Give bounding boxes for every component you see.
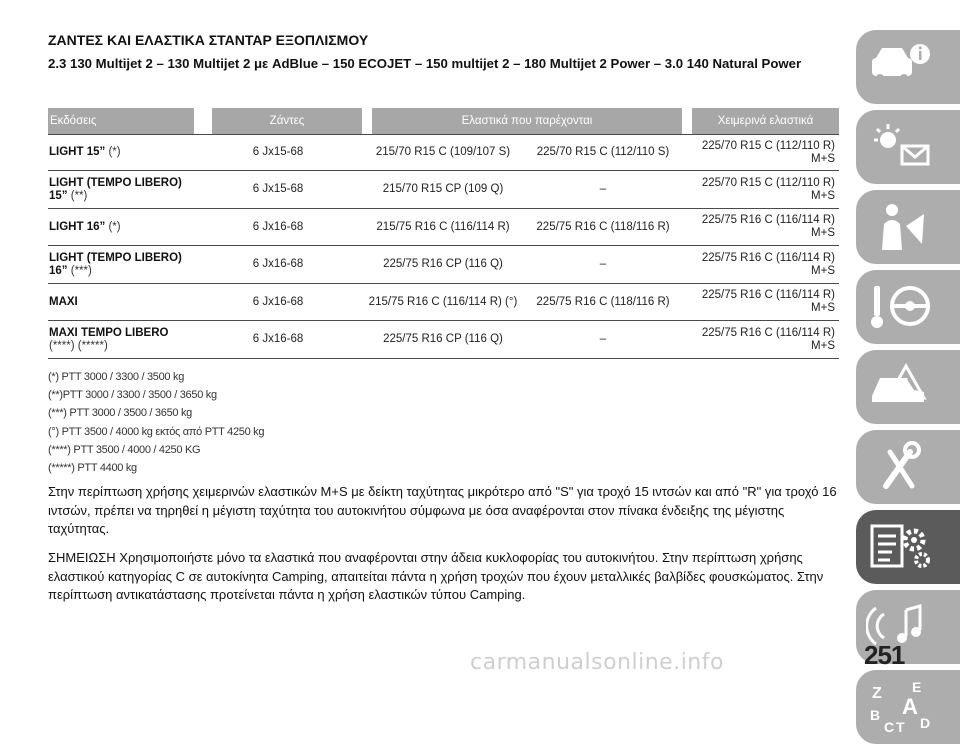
table-row (48, 321, 839, 359)
svg-text:E: E (912, 679, 922, 695)
tab-maintenance[interactable] (856, 430, 960, 504)
rim-cell: 6 Jx16-68 (252, 220, 304, 233)
tab-starting-driving[interactable] (856, 270, 960, 344)
winter-tyre-cell: 225/75 R16 C (116/114 R) M+S (701, 214, 835, 239)
footnote: (*****) PTT 4400 kg (48, 462, 137, 475)
tyre-cell: – (599, 183, 607, 195)
footnote: (***) PTT 3000 / 3500 / 3650 kg (48, 407, 192, 420)
rim-cell: 6 Jx15-68 (252, 183, 304, 195)
specifications-icon (866, 516, 936, 576)
tab-specifications[interactable] (856, 510, 960, 584)
svg-text:D: D (920, 715, 931, 731)
tyre-cell: 225/75 R16 C (118/116 R) (536, 295, 670, 308)
footnote: (**)PTT 3000 / 3300 / 3500 / 3650 kg (48, 389, 217, 402)
table-row (48, 246, 839, 284)
table-row (48, 134, 839, 171)
warning-lights-icon (866, 116, 936, 176)
watermark: carmanualsonline.info (470, 650, 724, 675)
maintenance-icon (866, 436, 936, 496)
svg-text:A: A (902, 694, 918, 719)
svg-text:Z: Z (872, 685, 882, 702)
footnotes (48, 368, 264, 477)
svg-text:B: B (870, 707, 881, 723)
rim-cell: 6 Jx16-68 (252, 295, 304, 308)
table-row (48, 284, 839, 321)
winter-tyre-cell: 225/70 R15 C (112/110 R) M+S (701, 176, 835, 202)
table-header (48, 108, 839, 134)
steering-key-icon (866, 276, 936, 336)
svg-text:T: T (896, 719, 905, 735)
rim-cell: 6 Jx16-68 (252, 258, 304, 270)
winter-tyre-cell: 225/75 R16 C (116/114 R) M+S (701, 326, 835, 352)
header-winter-tyres: Χειμερινά ελαστικά (692, 108, 839, 134)
winter-tyre-cell: 225/75 R16 C (116/114 R) M+S (701, 289, 835, 314)
tyre-cell: 225/75 R16 CP (116 Q) (383, 258, 503, 270)
header-rims: Ζάντες (212, 108, 362, 134)
table-row (48, 171, 839, 209)
tab-warning-lights[interactable] (856, 110, 960, 184)
table-row (48, 209, 839, 246)
index-icon (866, 676, 936, 736)
car-info-icon (866, 36, 936, 96)
footnote: (****) PTT 3500 / 4000 / 4250 KG (48, 443, 201, 456)
tyre-cell: – (599, 333, 607, 345)
emergency-icon (866, 356, 936, 416)
version-cell: LIGHT (TEMPO LIBERO) 15” (**) (49, 176, 182, 202)
section-heading: ΖΑΝΤΕΣ ΚΑΙ ΕΛΑΣΤΙΚΑ ΣΤΑΝΤΑΡ ΕΞΟΠΛΙΣΜΟΥ (48, 32, 369, 48)
wheels-tyres-table (48, 108, 839, 359)
header-supplied-tyres: Ελαστικά που παρέχονται (372, 108, 682, 134)
winter-tyres-paragraph: Στην περίπτωση χρήσης χειμερινών ελαστικών M+S με δείκτη ταχύτητας μικρότερο από "S" για τροχό 15 ιντσών και από "R" για τροχό 16 ιντσών, πρέπει να τηρηθεί η μέγιστη ταχύτητα του αυτοκινήτου σύμφωνα με όσα αναφέρονται στον πίνακα ένδειξης της μέγιστης ταχύτητας. (48, 484, 837, 536)
page-number: 251 (864, 640, 905, 670)
tyre-cell: 225/70 R15 C (112/110 S) (536, 146, 670, 158)
footnote: (*) PTT 3000 / 3300 / 3500 kg (48, 371, 185, 383)
version-cell: LIGHT 16” (*) (49, 220, 121, 233)
tyre-cell: – (599, 258, 607, 270)
tab-index[interactable] (856, 670, 960, 744)
rim-cell: 6 Jx16-68 (252, 333, 304, 345)
tyre-cell: 225/75 R16 CP (116 Q) (383, 333, 503, 345)
tab-airbag-safety[interactable] (856, 190, 960, 264)
tyre-cell: 225/75 R16 C (118/116 R) (536, 220, 670, 233)
tab-emergency[interactable] (856, 350, 960, 424)
tyre-cell: 215/70 R15 CP (109 Q) (382, 183, 504, 195)
version-cell: MAXI (49, 295, 78, 308)
tyre-cell: 215/75 R16 C (116/114 R) (°) (368, 295, 518, 308)
winter-tyre-cell: 225/70 R15 C (112/110 R) M+S (701, 139, 835, 165)
tab-car-info[interactable] (856, 30, 960, 104)
tyre-cell: 215/70 R15 C (109/107 S) (375, 146, 511, 158)
engine-versions-heading: 2.3 130 Multijet 2 – 130 Multijet 2 με AdBlue – 150 ECOJET – 150 multijet 2 – 180 Multijet 2 Power – 3.0 140 Natural Power (48, 56, 802, 71)
airbag-safety-icon (866, 196, 936, 256)
version-cell: LIGHT 15” (*) (49, 146, 121, 158)
header-versions: Εκδόσεις (48, 108, 194, 134)
tyre-cell: 215/75 R16 C (116/114 R) (376, 220, 510, 233)
rim-cell: 6 Jx15-68 (252, 146, 304, 158)
version-cell: LIGHT (TEMPO LIBERO) 16” (***) (49, 251, 182, 277)
footnote: (°) PTT 3500 / 4000 kg εκτός από PTT 4250 kg (48, 425, 265, 438)
svg-text:C: C (884, 719, 895, 735)
winter-tyre-cell: 225/75 R16 C (116/114 R) M+S (701, 251, 835, 277)
version-cell: MAXI TEMPO LIBERO (****) (*****) (49, 326, 169, 352)
note-paragraph: ΣΗΜΕΙΩΣΗ Χρησιμοποιήστε μόνο τα ελαστικά που αναφέρονται στην άδεια κυκλοφορίας του αυτοκινήτου. Στην περίπτωση χρήσης ελαστικού κατηγορίας C σε αυτοκίνητα Camping, απαιτείται πάντα η χρήση τροχών που έχουν μεταλλικές βαλβίδες φουσκώματος. Στην περίπτωση αντικατάστασης προτείνεται πάντα η χρήση ελαστικών τύπου Camping. (48, 550, 824, 602)
